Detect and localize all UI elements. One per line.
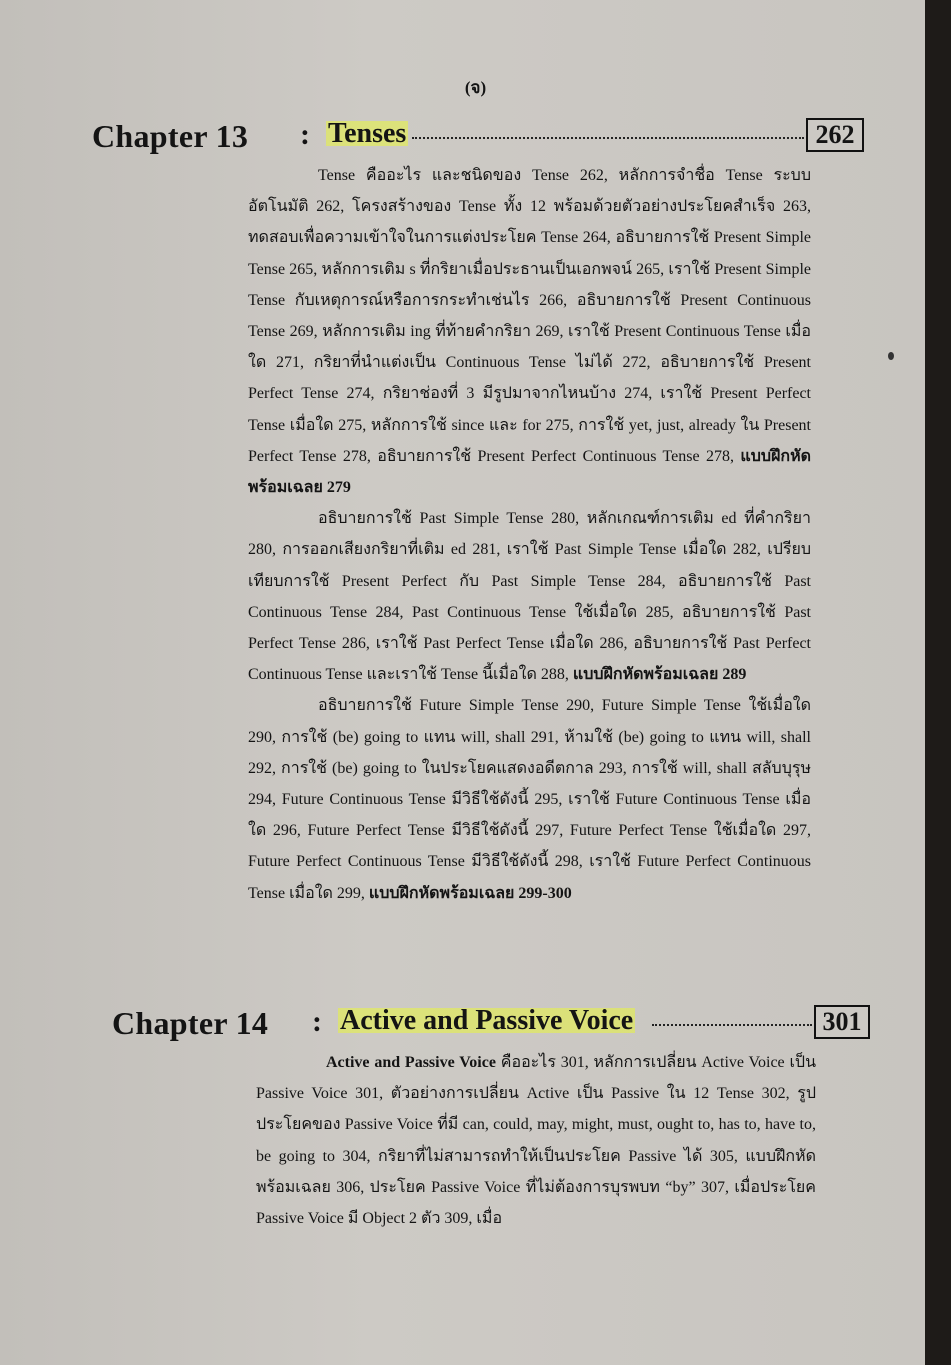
chapter-14-entry — [112, 1005, 872, 1045]
heading-colon: : — [312, 1005, 322, 1038]
exercise-label: แบบฝึกหัดพร้อมเฉลย 279 — [248, 447, 812, 497]
chapter-heading — [92, 118, 862, 158]
heading-colon: : — [300, 118, 310, 151]
dot-leader — [652, 1024, 812, 1026]
chapter-heading — [112, 1005, 872, 1045]
exercise-label: แบบฝึกหัดพร้อมเฉลย 289 — [572, 666, 747, 684]
summary-paragraph: อธิบายการใช้ Past Simple Tense 280, หลักเกณฑ์การเติม ed ที่คำกริยา 280, การออกเสียงกริยาที่เติม ed 281, เราใช้ Past Simple Tense เมื่อใด 282, เปรียบเทียบการใช้ Present Perfect กับ Past Simple Tense 284, อธิบายการใช้ Past Continuous Tense 284, Past Continuous Tense ใช้เมื่อใด 285, อธิบายการใช้ Past Perfect Tense 286, เราใช้ Past Perfect Tense เมื่อใด 286, อธิบายการใช้ Past Perfect Continuous Tense และเราใช้ Tense นี้เมื่อใด 288, แบบฝึกหัดพร้อมเฉลย 289 — [248, 510, 811, 684]
chapter-label: Chapter 13 — [92, 118, 249, 154]
summary-paragraph: Tense คืออะไร และชนิดของ Tense 262, หลักการจำชื่อ Tense ระบบอัตโนมัติ 262, โครงสร้างของ Tense ทั้ง 12 พร้อมด้วยตัวอย่างประโยคสำเร็จ 263, ทดสอบเพื่อความเข้าใจในการแต่งประโยค Tense 264, อธิบายการใช้ Present Simple Tense 265, หลักการเติม s ที่กริยาเมื่อประธานเป็นเอกพจน์ 265, เราใช้ Present Simple Tense กับเหตุการณ์หรือการกระทำเช่นไร 266, อธิบายการใช้ Present Continuous Tense 269, หลักการเติม ing ที่ท้ายคำกริยา 269, เราใช้ Present Continuous Tense เมื่อใด 271, กริยาที่นำแต่งเป็น Continuous Tense ไม่ได้ 272, อธิบายการใช้ Present Perfect Tense 274, กริยาช่องที่ 3 มีรูปมาจากไหนบ้าง 274, เราใช้ Present Perfect Tense เมื่อใด 275, หลักการใช้ since และ for 275, การใช้ yet, just, already ใน Present Perfect Tense 278, อธิบายการใช้ Present Perfect Continuous Tense 278, แบบฝึกหัดพร้อมเฉลย 279 — [248, 167, 812, 497]
summary-paragraph: อธิบายการใช้ Future Simple Tense 290, Future Simple Tense ใช้เมื่อใด 290, การใช้ (be) going to แทน will, shall 291, ห้ามใช้ (be) going to แทน will, shall 292, การใช้ (be) going to ในประโยคแสดงอดีตกาล 293, การใช้ will, shall สลับบุรุษ 294, Future Continuous Tense มีวิธีใช้ดังนี้ 295, เราใช้ Future Continuous Tense เมื่อใด 296, Future Perfect Tense มีวิธีใช้ดังนี้ 297, Future Perfect Tense ใช้เมื่อใด 297, Future Perfect Continuous Tense มีวิธีใช้ดังนี้ 298, เราใช้ Future Perfect Continuous Tense เมื่อใด 299, แบบฝึกหัดพร้อมเฉลย 299-300 — [248, 697, 811, 902]
chapter-14-summary — [256, 1047, 816, 1234]
page-number: (จ) — [464, 78, 487, 97]
chapter-title: Tenses — [328, 118, 407, 149]
chapter-title: Active and Passive Voice — [340, 1005, 634, 1036]
chapter-13-entry — [92, 118, 862, 158]
chapter-13-summary — [248, 160, 811, 909]
exercise-label: แบบฝึกหัดพร้อมเฉลย 299-300 — [368, 884, 572, 902]
summary-lead: Active and Passive Voice — [326, 1054, 496, 1071]
summary-paragraph: Active and Passive Voice คืออะไร 301, หลักการเปลี่ยน Active Voice เป็น Passive Voice 301, ตัวอย่างการเปลี่ยน Active เป็น Passive ใน 12 Tense 302, รูปประโยคของ Passive Voice ที่มี can, could, may, might, must, ought to, has to, have to, be going to 304, กริยาที่ไม่สามารถทำให้เป็นประโยค Passive ได้ 305, แบบฝึกหัดพร้อมเฉลย 306, ประโยค Passive Voice ที่ไม่ต้องการบุรพบท “by” 307, เมื่อประโยค Passive Voice มี Object 2 ตัว 309, เมื่อ — [256, 1054, 817, 1228]
chapter-label: Chapter 14 — [112, 1005, 269, 1041]
dot-leader — [412, 137, 804, 139]
chapter-start-page: 262 — [806, 118, 864, 152]
chapter-start-page: 301 — [814, 1005, 870, 1039]
paper-speck — [888, 352, 894, 360]
